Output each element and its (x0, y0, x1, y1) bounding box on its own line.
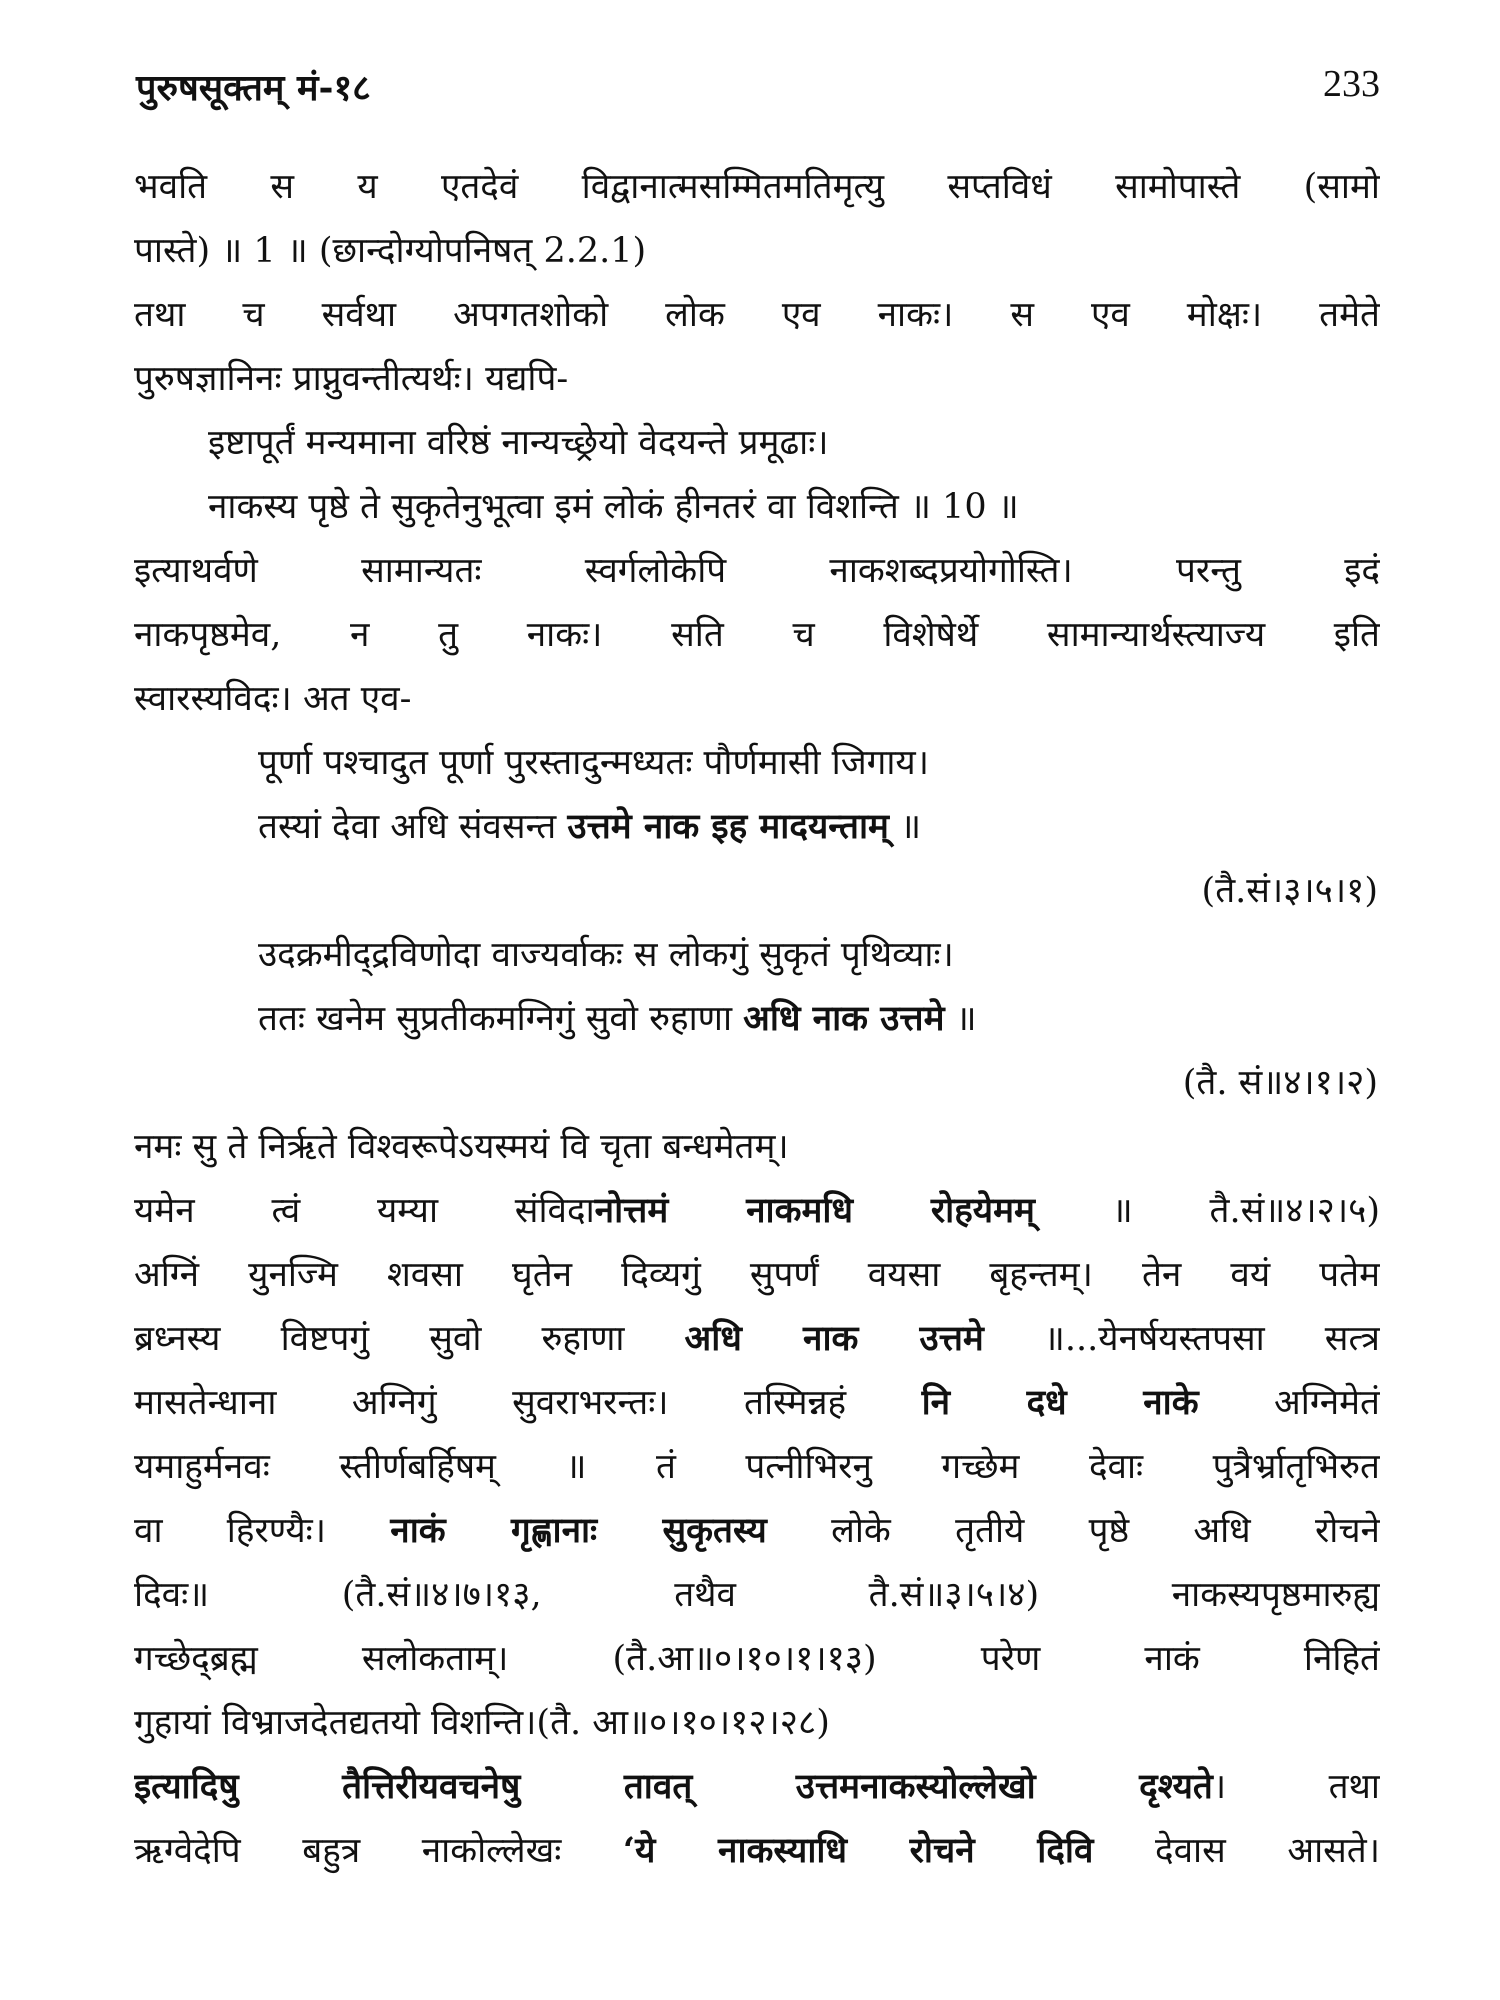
text-line (134, 795, 1380, 859)
page-header (136, 62, 1380, 122)
line-text: यमाहुर्मनवः स्तीर्णबर्हिषम् ॥ तं पत्नीभिरनु गच्छेम देवाः पुत्रैर्भ्रातृभिरुत (134, 1447, 1380, 1487)
text-line (134, 1371, 1380, 1435)
line-text-tail: देवास आसते। (1093, 1831, 1380, 1871)
text-line (134, 283, 1380, 347)
body-text (134, 155, 1380, 1883)
line-text: ब्रध्नस्य विष्टपगुं सुवो रुहाणा (134, 1319, 685, 1359)
text-line (134, 923, 1380, 987)
text-line (134, 859, 1380, 923)
bold-text: अधि नाक उत्तमे (743, 998, 945, 1039)
line-text: यमेन त्वं यम्या संविदा (134, 1191, 595, 1231)
bold-text: उत्तमे नाक इह मादयन्ताम् (567, 806, 889, 847)
text-line (134, 1115, 1380, 1179)
text-line (134, 987, 1380, 1051)
line-text: ऋग्वेदेपि बहुत्र नाकोल्लेखः (134, 1831, 623, 1871)
line-text: नाकपृष्ठमेव, न तु नाकः। सति च विशेषेर्थे सामान्यार्थस्त्याज्य इति (134, 615, 1380, 655)
text-line (134, 539, 1380, 603)
line-text: दिवः॥ (तै.सं॥४।७।१३, तथैव तै.सं॥३।५।४) नाकस्यपृष्ठमारुह्य (134, 1575, 1380, 1615)
line-text: उदक्रमीद्द्रविणोदा वाज्यर्वाकः स लोकगुं सुकृतं पृथिव्याः। (258, 935, 954, 975)
line-text: स्वारस्यविदः। अत एव- (134, 679, 412, 719)
line-text-tail: ॥ (889, 807, 922, 847)
line-text: पुरुषज्ञानिनः प्राप्नुवन्तीत्यर्थः। यद्यपि- (134, 359, 569, 399)
bold-text: नोत्तमं नाकमधि रोहयेमम् (594, 1190, 1035, 1231)
text-line (134, 1307, 1380, 1371)
bold-text: इत्यादिषु तैत्तिरीयवचनेषु तावत् उत्तमनाकस्योल्लेखो दृश्यते (134, 1766, 1213, 1807)
text-line (134, 1499, 1380, 1563)
text-line (134, 1755, 1380, 1819)
line-text: (तै. सं॥४।१।२) (1182, 1063, 1378, 1103)
text-line (134, 731, 1380, 795)
line-text: तथा च सर्वथा अपगतशोको लोक एव नाकः। स एव मोक्षः। तमेते (134, 295, 1380, 335)
bold-text: ‘ये नाकस्याधि रोचने दिवि (622, 1830, 1094, 1871)
text-line (134, 667, 1380, 731)
line-text-tail: ॥ तै.सं॥४।२।५) (1034, 1191, 1380, 1231)
line-text: (तै.सं।३।५।१) (1201, 871, 1378, 911)
page-number: 233 (1323, 63, 1380, 105)
bold-text: नि दधे नाके (921, 1382, 1199, 1423)
text-line (134, 347, 1380, 411)
line-text: पास्ते) ॥ 1 ॥ (छान्दोग्योपनिषत् 2.2.1) (134, 231, 647, 271)
line-text-tail: अग्निमेतं (1198, 1383, 1380, 1423)
line-text: गच्छेद्ब्रह्म सलोकताम्। (तै.आ॥०।१०।१।१३) परेण नाकं निहितं (134, 1639, 1380, 1679)
line-text: गुहायां विभ्राजदेतद्यतयो विशन्ति।(तै. आ॥०।१०।१२।२८) (134, 1703, 830, 1743)
line-text: तस्यां देवा अधि संवसन्त (258, 807, 568, 847)
text-line (134, 219, 1380, 283)
line-text-tail: ॥...येनर्षयस्तपसा सत्त्र (983, 1319, 1380, 1359)
text-line (134, 1691, 1380, 1755)
text-line (134, 1627, 1380, 1691)
line-text: वा हिरण्यैः। (134, 1511, 391, 1551)
line-text: इष्टापूर्तं मन्यमाना वरिष्ठं नान्यच्छ्रेयो वेदयन्ते प्रमूढाः। (208, 423, 829, 463)
text-line (134, 411, 1380, 475)
bold-text: अधि नाक उत्तमे (684, 1318, 984, 1359)
line-text: इत्याथर्वणे सामान्यतः स्वर्गलोकेपि नाकशब्दप्रयोगोस्ति। परन्तु इदं (134, 551, 1380, 591)
text-line (134, 1819, 1380, 1883)
text-line (134, 475, 1380, 539)
text-line (134, 1435, 1380, 1499)
text-line (134, 1051, 1380, 1115)
line-text: नमः सु ते निरृते विश्वरूपेऽयस्मयं वि चृता बन्धमेतम्। (134, 1127, 789, 1167)
bold-text: नाकं गृह्णानाः सुकृतस्य (390, 1510, 767, 1551)
running-title: पुरुषसूक्तम् मं-१८ (136, 67, 371, 109)
text-line (134, 1243, 1380, 1307)
line-text: अग्निं युनज्मि शवसा घृतेन दिव्यगुं सुपर्णं वयसा बृहन्तम्। तेन वयं पतेम (134, 1255, 1380, 1295)
line-text: ततः खनेम सुप्रतीकमग्निगुं सुवो रुहाणा (258, 999, 744, 1039)
line-text: पूर्णा पश्चादुत पूर्णा पुरस्तादुन्मध्यतः पौर्णमासी जिगाय। (258, 743, 929, 783)
line-text-tail: लोके तृतीये पृष्ठे अधि रोचने (766, 1511, 1380, 1551)
text-line (134, 603, 1380, 667)
text-line (134, 1179, 1380, 1243)
line-text: नाकस्य पृष्ठे ते सुकृतेनुभूत्वा इमं लोकं हीनतरं वा विशन्ति ॥ 10 ॥ (208, 487, 1019, 527)
text-line (134, 155, 1380, 219)
line-text-tail: ॥ (944, 999, 977, 1039)
line-text-tail: । तथा (1212, 1767, 1380, 1807)
line-text: मासतेन्धाना अग्निगुं सुवराभरन्तः। तस्मिन्नहं (134, 1383, 922, 1423)
text-line (134, 1563, 1380, 1627)
line-text: भवति स य एतदेवं विद्वानात्मसम्मितमतिमृत्यु सप्तविधं सामोपास्ते (सामो (134, 167, 1380, 207)
